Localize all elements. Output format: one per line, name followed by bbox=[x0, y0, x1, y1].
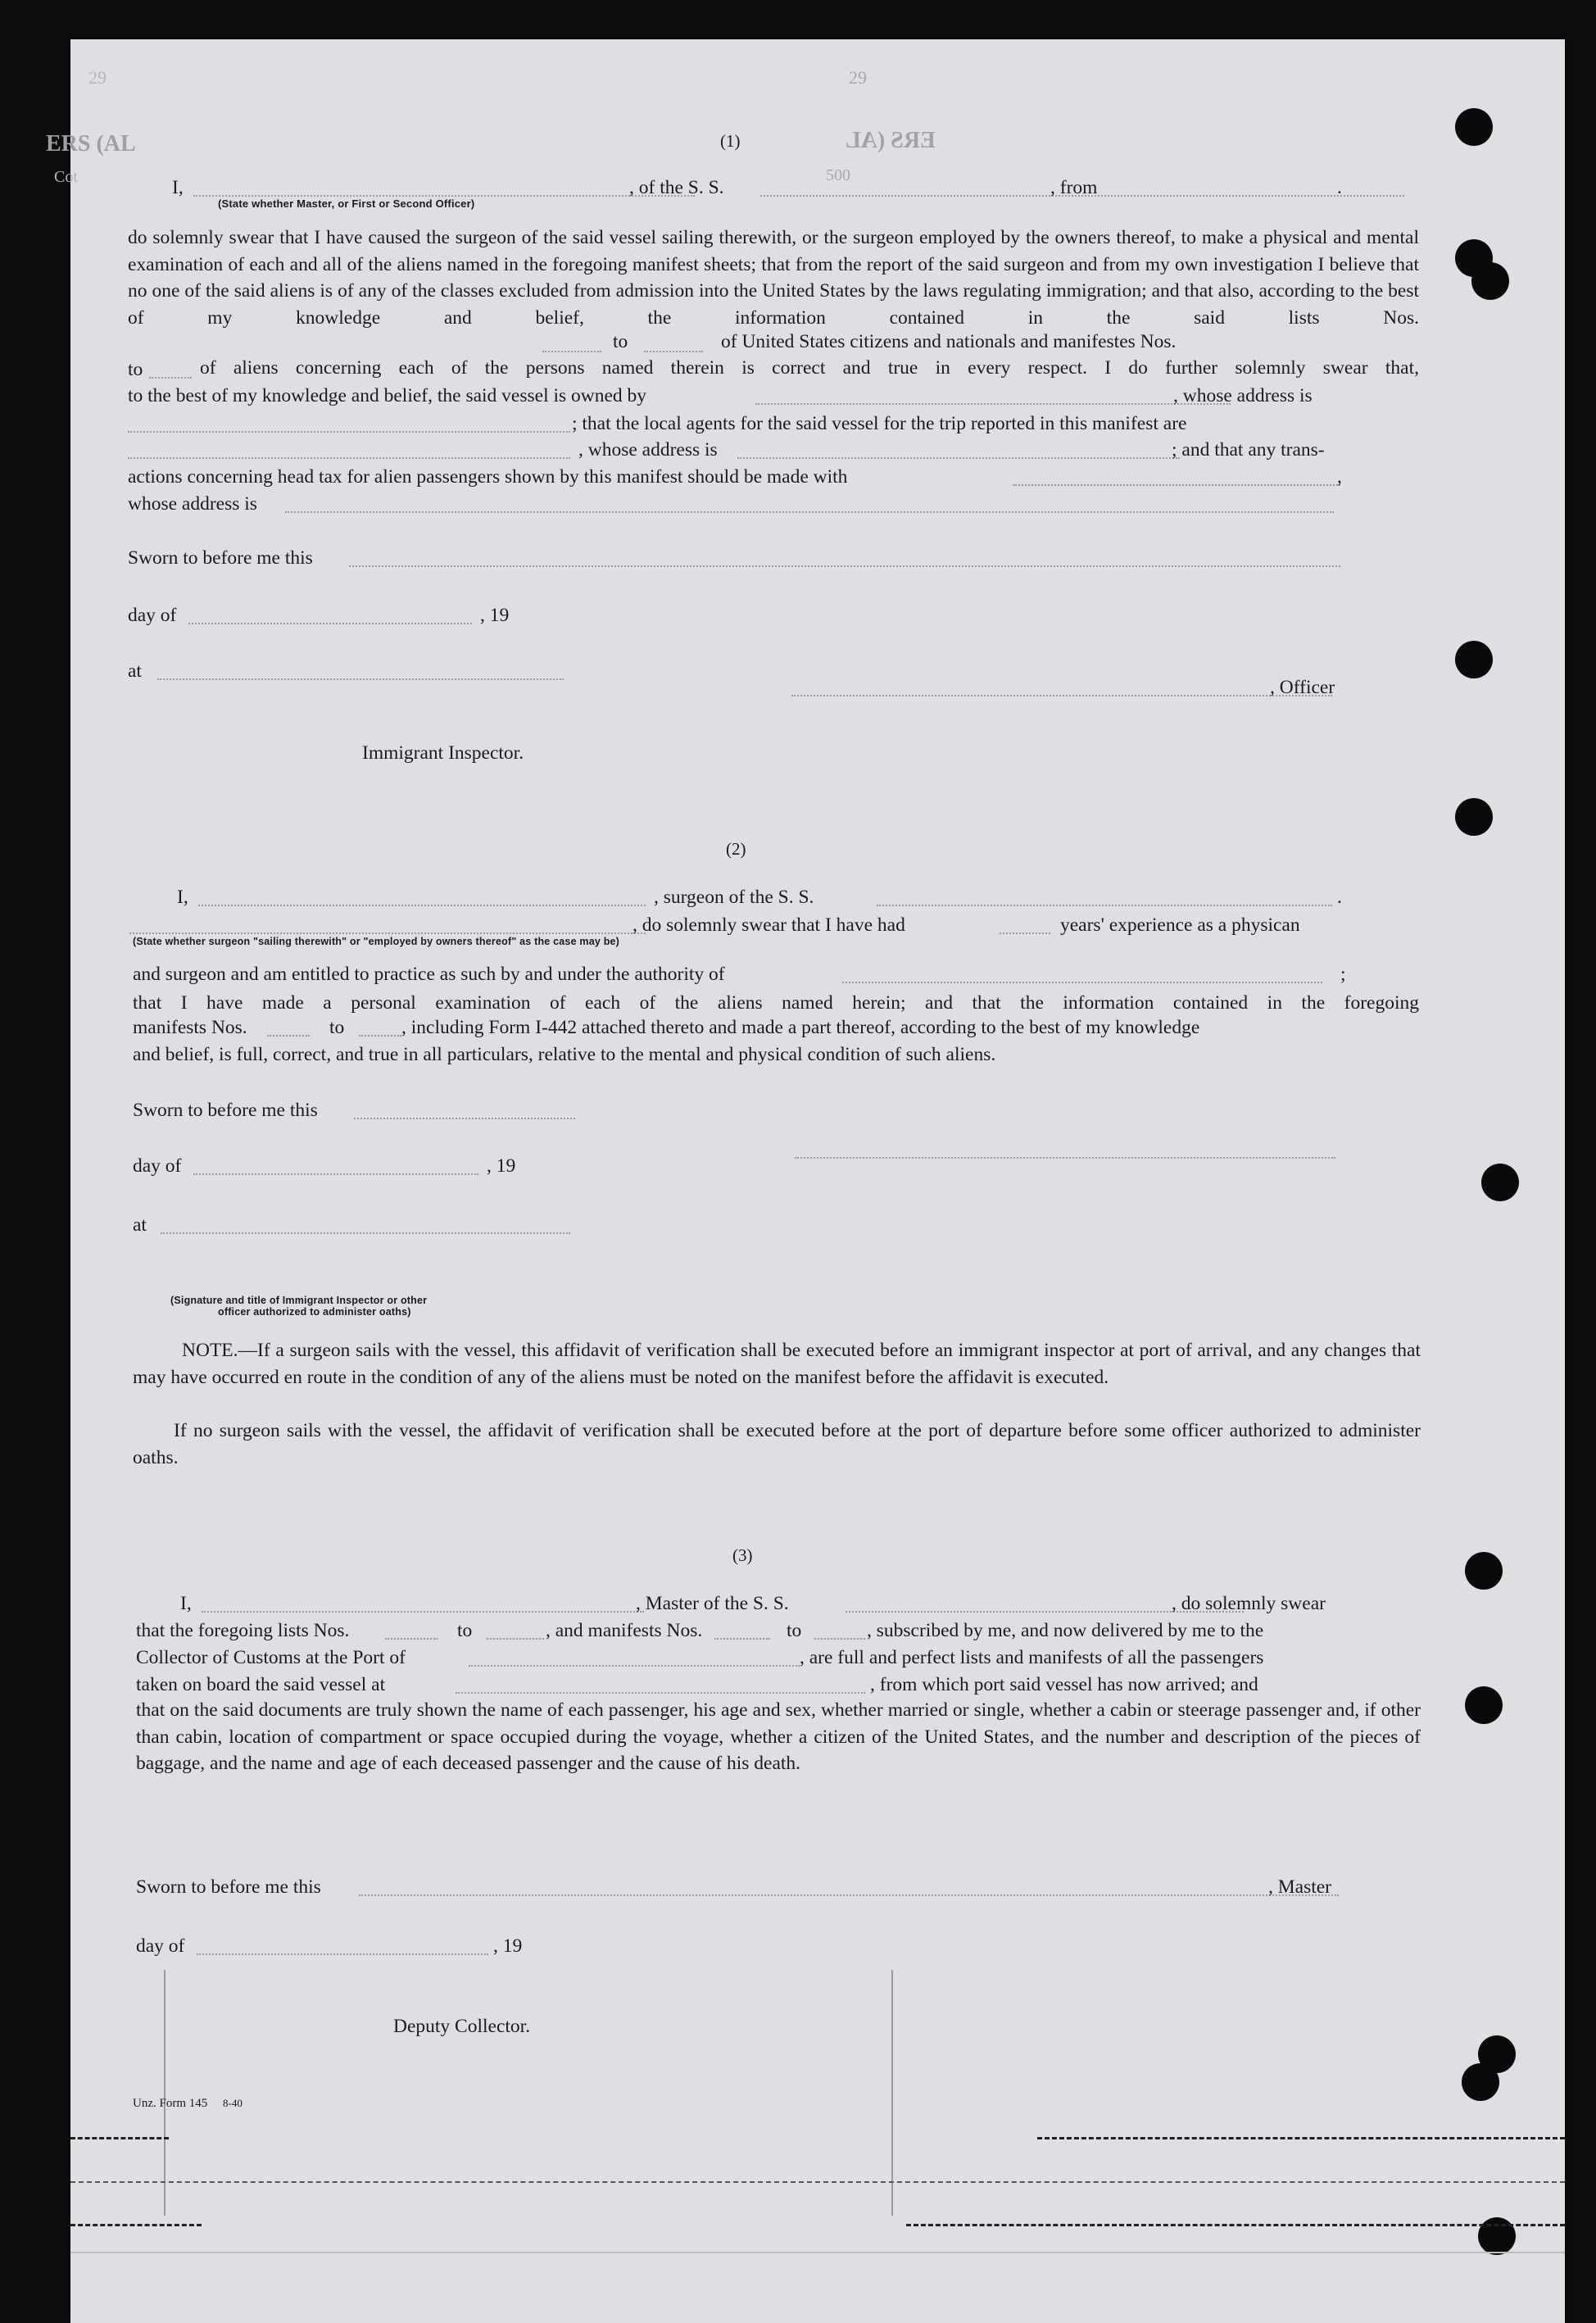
master-label: , Master bbox=[1268, 1876, 1332, 1898]
period: . bbox=[1337, 177, 1342, 198]
label-to: to bbox=[329, 1017, 345, 1038]
perforation-line bbox=[906, 2224, 1565, 2226]
belief-line: and belief, is full, correct, and true in all particulars, relative to the mental and physical condition of such aliens. bbox=[133, 1044, 996, 1065]
day-of-label: day of bbox=[136, 1935, 185, 1957]
punch-hole bbox=[1478, 2217, 1516, 2255]
from-port-field[interactable] bbox=[1101, 195, 1404, 197]
note-paragraph: NOTE.—If a surgeon sails with the vessel, this affidavit of verification shall be executed before an immigrant inspector at port of arrival, and any changes that may have occurred en route in the condition of any of the aliens must be noted on the manifest before the affidavit is executed. bbox=[133, 1340, 1421, 1388]
at-label: at bbox=[128, 660, 142, 682]
rule-line bbox=[70, 2252, 1565, 2253]
owner-field[interactable] bbox=[755, 403, 1231, 405]
label-of-ss: , of the S. S. bbox=[629, 177, 724, 198]
lists-no-to-field[interactable] bbox=[644, 351, 703, 352]
examination-line: that I have made a personal examination of each of the aliens named herein; and that the information contained in the foregoing bbox=[133, 992, 1419, 1014]
label-to: to bbox=[128, 359, 143, 380]
manifest-no-from-field[interactable] bbox=[267, 1035, 310, 1037]
stamp-box-edge bbox=[891, 1970, 893, 2216]
label-from: , from bbox=[1050, 177, 1098, 198]
lists-no-to-field[interactable] bbox=[487, 1638, 544, 1640]
aliens-line: of aliens concerning each of the persons named therein is correct and true in every respect. I do further solemnly swear that, bbox=[200, 357, 1419, 379]
bleed-mark: 29 bbox=[849, 67, 867, 88]
full-lists-label: , are full and perfect lists and manifests of all the passengers bbox=[800, 1647, 1264, 1668]
owner-address-field[interactable] bbox=[128, 431, 570, 433]
manifest-no-from-field[interactable] bbox=[714, 1638, 770, 1640]
signature-caption: (Signature and title of Immigrant Inspector or other bbox=[170, 1295, 428, 1306]
head-tax-contact-field[interactable] bbox=[1013, 484, 1340, 486]
passenger-details-paragraph: that on the said documents are truly shown the name of each passenger, his age and sex, whether married or single, whether a cabin or steerage passenger and, if other than cabin, location of compartment or space occupied during the voyage, whether a citizen of the United States, and the number and description of the pieces of baggage, and the name and age of each deceased passenger and the cause of his death. bbox=[136, 1699, 1421, 1774]
bleed-mark: Cot bbox=[54, 168, 78, 186]
swear-label: , do solemnly swear bbox=[1172, 1593, 1326, 1614]
agents-address-field[interactable] bbox=[737, 457, 1180, 459]
head-tax-label: actions concerning head tax for alien passengers shown by this manifest should be made with bbox=[128, 466, 848, 488]
label-i: I, bbox=[180, 1593, 192, 1614]
manifests-nos-label: manifests Nos. bbox=[133, 1017, 247, 1038]
stamp-box-edge bbox=[164, 1970, 165, 2216]
lists-no-from-field[interactable] bbox=[385, 1638, 438, 1640]
master-name-field[interactable] bbox=[202, 1611, 644, 1613]
punch-hole bbox=[1465, 1552, 1503, 1590]
officer-label: , Officer bbox=[1270, 677, 1335, 698]
day-of-field[interactable] bbox=[197, 1953, 488, 1955]
whose-address-label: , whose address is bbox=[578, 439, 718, 461]
oath-paragraph-1: do solemnly swear that I have caused the surgeon of the said vessel sailing therewith, or the surgeon employed by the owners thereof, to make a physical and mental examination of each and all of the aliens named in the foregoing manifest sheets; that from the report of the said surgeon and from my own investigation I believe that no one of the said aliens is of any of the classes excluded from admission into the United States by the laws regulating immigration; and that also, according to the best of my knowledge and belief, the information contained in the said lists Nos. bbox=[128, 227, 1419, 329]
foregoing-lists-label: that the foregoing lists Nos. bbox=[136, 1620, 350, 1641]
surgeon-of-label: , surgeon of the S. S. bbox=[654, 887, 814, 908]
note-paragraph-2: If no surgeon sails with the vessel, the affidavit of verification shall be executed before at the port of departure before some officer authorized to administer oaths. bbox=[133, 1420, 1421, 1468]
officer-signature-field[interactable] bbox=[791, 695, 1332, 696]
year-label: , 19 bbox=[493, 1935, 523, 1957]
section-number: (3) bbox=[732, 1545, 753, 1565]
owned-by-label: to the best of my knowledge and belief, the said vessel is owned by bbox=[128, 385, 647, 406]
label-to: to bbox=[457, 1620, 473, 1641]
section-number: (1) bbox=[720, 131, 741, 151]
at-place-field[interactable] bbox=[161, 1232, 570, 1234]
caption-surgeon-status: (State whether surgeon "sailing therewith" or "employed by owners thereof" as the case may be) bbox=[133, 936, 620, 947]
perforation-line bbox=[70, 2224, 202, 2226]
from-which-label: , from which port said vessel has now arrived; and bbox=[870, 1674, 1258, 1695]
authority-field[interactable] bbox=[842, 982, 1322, 983]
manifests-nos-label: , and manifests Nos. bbox=[546, 1620, 703, 1641]
label-i: I, bbox=[172, 177, 184, 198]
year-label: , 19 bbox=[487, 1155, 516, 1177]
punch-hole bbox=[1455, 798, 1493, 836]
bleed-mark: 500 bbox=[826, 166, 850, 184]
authority-label: and surgeon and am entitled to practice as such by and under the authority of bbox=[133, 964, 725, 985]
manifest-no-to-field[interactable] bbox=[149, 377, 192, 379]
year-label: , 19 bbox=[480, 605, 510, 626]
punch-hole bbox=[1471, 262, 1509, 300]
perforation-line bbox=[70, 2137, 169, 2139]
comma: , bbox=[1337, 466, 1342, 488]
punch-hole bbox=[1465, 1686, 1503, 1724]
bleed-mark: ERS (AL bbox=[846, 128, 936, 153]
years-experience-field[interactable] bbox=[1000, 932, 1050, 934]
contact-address-field[interactable] bbox=[285, 511, 1334, 513]
deputy-collector-label: Deputy Collector. bbox=[393, 2016, 531, 2037]
surgeon-name-field[interactable] bbox=[198, 905, 646, 906]
officer-name-field[interactable] bbox=[193, 195, 695, 197]
manifest-no-to-field[interactable] bbox=[814, 1638, 865, 1640]
subscribed-label: , subscribed by me, and now delivered by me to the bbox=[867, 1620, 1264, 1641]
taken-on-board-label: taken on board the said vessel at bbox=[136, 1674, 386, 1695]
port-field[interactable] bbox=[469, 1665, 800, 1667]
lists-no-from-field[interactable] bbox=[542, 351, 601, 352]
form-code: 8-40 bbox=[223, 2097, 243, 2109]
swear-had-label: , do solemnly swear that I have had bbox=[633, 914, 905, 936]
surgeon-status-field[interactable] bbox=[129, 932, 646, 934]
agents-field[interactable] bbox=[128, 457, 570, 459]
surgeon-signature-field[interactable] bbox=[795, 1157, 1335, 1159]
master-of-label: , Master of the S. S. bbox=[636, 1593, 789, 1614]
form-number: Unz. Form 145 bbox=[133, 2097, 208, 2110]
vessel-name-field[interactable] bbox=[877, 905, 1332, 906]
years-experience-label: years' experience as a physican bbox=[1060, 914, 1300, 936]
label-i: I, bbox=[177, 887, 188, 908]
day-of-field[interactable] bbox=[188, 623, 472, 624]
at-label: at bbox=[133, 1214, 147, 1236]
master-signature-field[interactable] bbox=[359, 1894, 1339, 1896]
sworn-date-field[interactable] bbox=[354, 1118, 575, 1119]
day-of-label: day of bbox=[128, 605, 177, 626]
whose-address-label: , whose address is bbox=[1173, 385, 1313, 406]
bleed-mark: 29 bbox=[88, 67, 107, 88]
caption-master-officer: (State whether Master, or First or Second Officer) bbox=[218, 197, 475, 210]
punch-hole bbox=[1481, 1164, 1519, 1201]
citizens-manifests-label: of United States citizens and nationals and manifestes Nos. bbox=[718, 333, 1176, 352]
label-to: to bbox=[613, 331, 628, 352]
punch-hole bbox=[1462, 2063, 1499, 2101]
departure-port-field[interactable] bbox=[456, 1692, 865, 1694]
sworn-date-field[interactable] bbox=[349, 565, 1340, 567]
semicolon: ; bbox=[1340, 964, 1346, 985]
any-trans-label: ; and that any trans- bbox=[1172, 439, 1325, 461]
bleed-mark: ERS (AL bbox=[46, 131, 136, 157]
immigrant-inspector-label: Immigrant Inspector. bbox=[362, 742, 524, 764]
including-label: , including Form I-442 attached thereto and made a part thereof, according to the best of my knowledge bbox=[401, 1017, 1200, 1038]
manifest-no-to-field[interactable] bbox=[359, 1035, 401, 1037]
collector-label: Collector of Customs at the Port of bbox=[136, 1647, 406, 1668]
local-agents-label: ; that the local agents for the said vessel for the trip reported in this manifest are bbox=[572, 413, 1187, 434]
day-of-field[interactable] bbox=[193, 1173, 478, 1175]
perforation-line bbox=[70, 2181, 1565, 2183]
punch-hole bbox=[1455, 641, 1493, 678]
manifest-form-page bbox=[46, 39, 1565, 2323]
whose-address-label: whose address is bbox=[128, 493, 257, 515]
sworn-label: Sworn to before me this bbox=[133, 1100, 318, 1121]
sworn-label: Sworn to before me this bbox=[136, 1876, 321, 1898]
signature-caption: officer authorized to administer oaths) bbox=[218, 1306, 411, 1318]
sworn-label: Sworn to before me this bbox=[128, 547, 313, 569]
period: . bbox=[1337, 887, 1342, 908]
perforation-line bbox=[1037, 2137, 1565, 2139]
punch-hole bbox=[1455, 108, 1493, 146]
section-number: (2) bbox=[726, 839, 746, 859]
at-place-field[interactable] bbox=[157, 678, 564, 680]
label-to: to bbox=[787, 1620, 802, 1641]
day-of-label: day of bbox=[133, 1155, 182, 1177]
